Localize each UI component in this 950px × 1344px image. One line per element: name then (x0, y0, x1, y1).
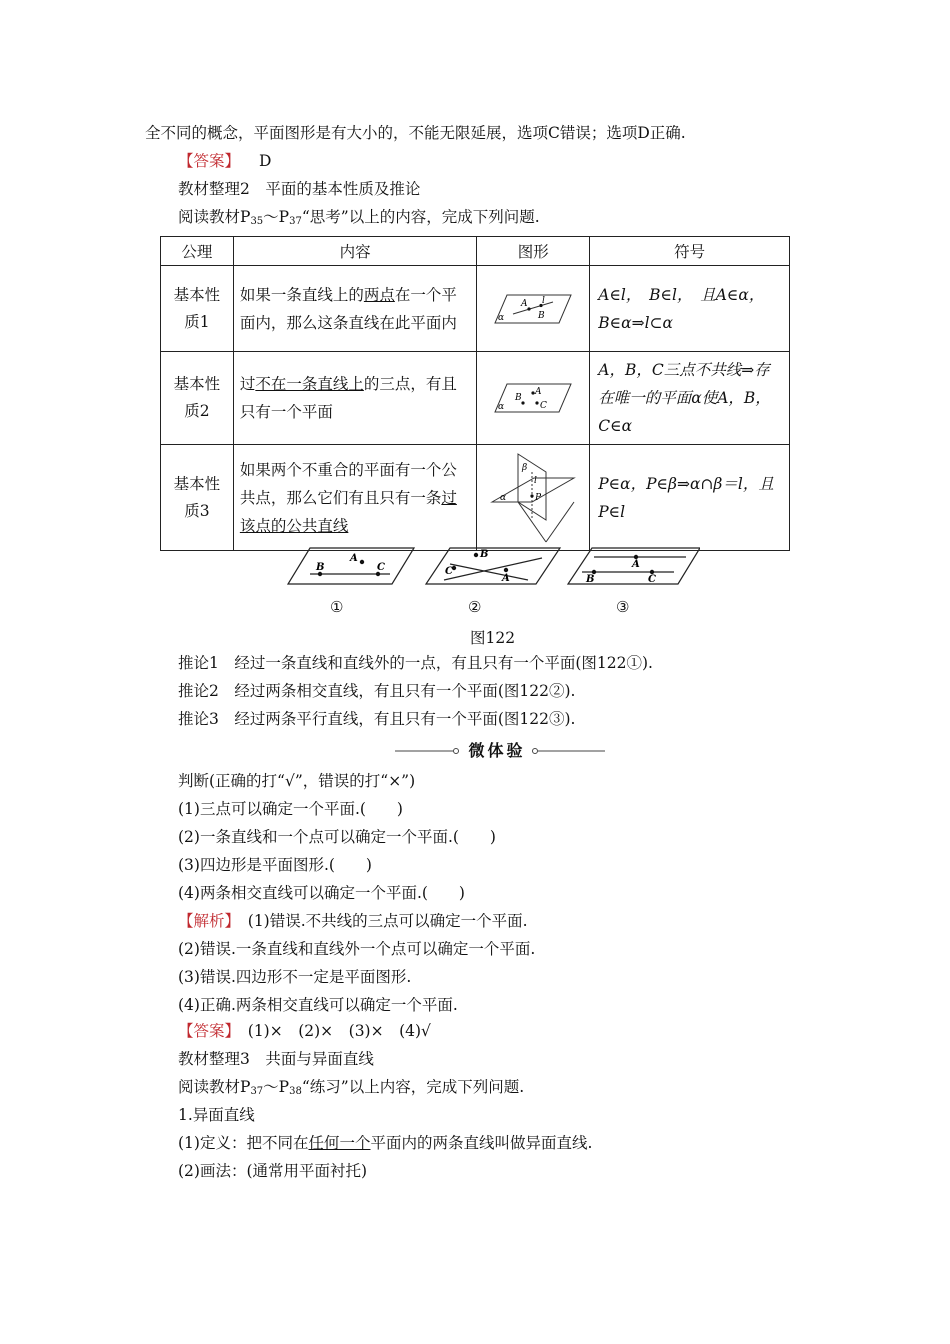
axiom-figure (477, 445, 590, 551)
alpha-label: α (498, 312, 505, 323)
analysis-text: (1)错误.不共线的三点可以确定一个平面. (232, 912, 528, 930)
analysis-line (178, 911, 528, 931)
point-label: A (535, 387, 542, 397)
alpha-label: α (500, 492, 507, 503)
figure-number: ③ (616, 598, 630, 616)
header-figure: 图形 (477, 237, 590, 266)
point-label: A (502, 573, 510, 584)
point-label: B (515, 393, 522, 403)
axiom-name-line: 质2 (184, 402, 210, 420)
content-blank: 不在一条直线上 (255, 375, 364, 393)
answer-tag: 【答案】 (178, 1022, 233, 1040)
line-label: l (542, 295, 546, 306)
content-blank: 过该点的公共直线 (239, 488, 457, 535)
axiom-symbol: A，B，C三点不共线⇒存在唯一的平面α使A，B，C∈α (590, 352, 790, 445)
axiom-symbol: A∈l， B∈l， 且A∈α，B∈α⇒l⊂α (590, 266, 790, 352)
line-label: l (534, 475, 538, 486)
figure-number: ① (330, 598, 344, 616)
axiom-content (233, 352, 476, 445)
micro-title: 微体验 (468, 741, 526, 760)
axiom-name-line: 质1 (184, 312, 210, 331)
axiom-figure (477, 266, 590, 352)
judge-item: (1)三点可以确定一个平面.( ) (178, 800, 403, 818)
beta-label: β (522, 462, 528, 473)
answer-value: D (258, 152, 272, 170)
judge-item: (2)一条直线和一个点可以确定一个平面.( ) (178, 828, 496, 846)
definition-text: (1)定义：把不同在 (178, 1134, 309, 1152)
point-label: B (316, 562, 325, 573)
axiom-name-line: 基本性 (173, 285, 221, 304)
axiom-table (160, 236, 790, 551)
reading-mid: ～P (263, 1078, 290, 1096)
point-label: C (540, 401, 548, 411)
definition-text: 平面内的两条直线叫做异面直线. (370, 1134, 593, 1152)
table-header-row (161, 237, 790, 266)
analysis-line: (2)错误.一条直线和直线外一个点可以确定一个平面. (178, 940, 536, 958)
reading-sub: 37 (289, 216, 302, 227)
point-label: C (445, 566, 453, 577)
axiom-name (161, 266, 234, 352)
definition-blank: 任何一个 (308, 1134, 371, 1152)
figure-3 (568, 548, 700, 585)
answer-value: (1)× (2)× (3)× (4)√ (232, 1022, 431, 1040)
header-symbol: 符号 (590, 237, 790, 266)
corollary-2: 推论2 经过两条相交直线，有且只有一个平面(图122②). (178, 682, 576, 700)
figure-2 (426, 548, 560, 584)
answer-tag: 【答案】 (178, 152, 241, 170)
table-row (161, 352, 790, 445)
analysis-line: (4)正确.两条相交直线可以确定一个平面. (178, 996, 458, 1014)
header-axiom: 公理 (161, 237, 234, 266)
answer-line-1 (178, 151, 271, 171)
judge-item: (3)四边形是平面图形.( ) (178, 856, 372, 874)
judge-item: (4)两条相交直线可以确定一个平面.( ) (178, 884, 465, 902)
intersecting-planes-figure (488, 450, 578, 546)
answer-line-2 (178, 1021, 431, 1041)
corollary-3: 推论3 经过两条平行直线，有且只有一个平面(图122③). (178, 710, 576, 728)
reading-suffix: “思考”以上的内容，完成下列问题. (301, 208, 540, 226)
analysis-tag: 【解析】 (178, 912, 233, 930)
axiom-name-line: 基本性 (173, 375, 221, 393)
intro-text: 全不同的概念，平面图形是有大小的，不能无限延展，选项C错误；选项D正确. (145, 124, 686, 142)
figure-number: ② (468, 598, 482, 616)
micro-experience-divider (395, 740, 605, 762)
content-blank: 两点 (363, 285, 395, 304)
point-label: B (538, 310, 545, 321)
reading-suffix: “练习”以上内容，完成下列问题. (301, 1078, 525, 1096)
point-label: C (648, 574, 656, 585)
axiom-figure (477, 352, 590, 445)
reading-sub: 37 (250, 1086, 264, 1097)
point-label: P (535, 492, 542, 503)
header-content: 内容 (233, 237, 476, 266)
section2-title: 教材整理2 平面的基本性质及推论 (178, 180, 421, 198)
point-label: A (521, 298, 528, 309)
section3-item1: 1.异面直线 (178, 1106, 255, 1124)
section3-definition (178, 1133, 592, 1153)
analysis-line: (3)错误.四边形不一定是平面图形. (178, 968, 412, 986)
reading-sub: 35 (250, 216, 264, 227)
content-text: 在一个平面内，那么这条直线在此平面内 (239, 285, 457, 332)
corollary-1: 推论1 经过一条直线和直线外的一点，有且只有一个平面(图122①). (178, 654, 653, 672)
content-text: 过 (239, 375, 256, 393)
alpha-label: α (498, 402, 505, 412)
axiom-name-line: 质3 (184, 501, 210, 520)
reading-mid: ～P (263, 208, 290, 226)
point-label: C (377, 562, 385, 573)
axiom-name-line: 基本性 (173, 474, 221, 493)
judge-prompt: 判断(正确的打“√”，错误的打“×”) (178, 772, 416, 790)
reading-sub: 38 (289, 1086, 302, 1097)
axiom-name (161, 352, 234, 445)
point-label: A (350, 553, 358, 564)
point-label: B (586, 574, 595, 585)
point-label: A (632, 559, 640, 570)
axiom-name (161, 445, 234, 551)
section3-drawing: (2)画法：(通常用平面衬托) (178, 1162, 368, 1180)
section3-reading (178, 1077, 524, 1102)
table-row (161, 266, 790, 352)
axiom-content (233, 445, 476, 551)
plane-line-figure (493, 292, 573, 326)
table-row (161, 445, 790, 551)
plane-three-points-figure (493, 381, 573, 415)
reading-prefix: 阅读教材P (178, 1078, 251, 1096)
content-text: 如果两个不重合的平面有一个公共点，那么它们有且只有一条 (239, 460, 457, 507)
point-label: B (480, 549, 489, 560)
axiom-content (233, 266, 476, 352)
section2-reading (178, 207, 540, 232)
section3-title: 教材整理3 共面与异面直线 (178, 1050, 374, 1068)
content-text: 如果一条直线上的 (239, 285, 364, 304)
figure-caption: 图122 (470, 629, 516, 647)
axiom-symbol: P∈α，P∈β⇒α∩β＝l，且P∈l (590, 445, 790, 551)
content-text: 的三点，有且只有一个平面 (239, 375, 457, 421)
figure-1 (288, 548, 414, 584)
reading-prefix: 阅读教材P (178, 208, 251, 226)
